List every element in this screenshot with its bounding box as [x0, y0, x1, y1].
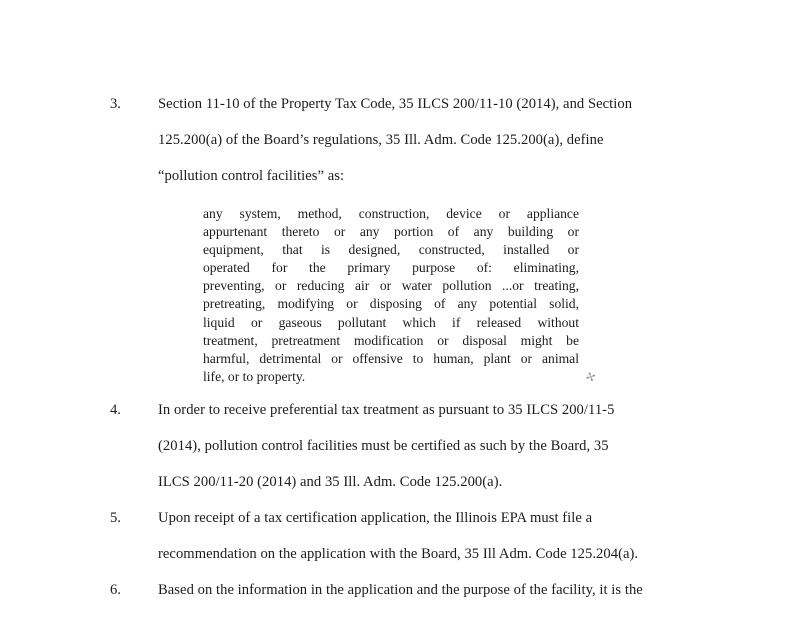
- item-5-line-1: Upon receipt of a tax certification application, the Illinois EPA must file a: [158, 510, 593, 526]
- quote-line: equipment, that is designed, constructed, installed or: [203, 242, 579, 258]
- item-4-number: 4.: [110, 402, 121, 418]
- quote-line: preventing, or reducing air or water pollution ...or treating,: [203, 278, 579, 294]
- item-5-number: 5.: [110, 510, 121, 526]
- item-6-number: 6.: [110, 582, 121, 598]
- item-3-line-2: 125.200(a) of the Board’s regulations, 35 Ill. Adm. Code 125.200(a), define: [158, 132, 604, 148]
- quote-line: operated for the primary purpose of: eliminating,: [203, 260, 579, 276]
- quote-line: any system, method, construction, device or appliance: [203, 206, 579, 221]
- item-3-line-1: Section 11-10 of the Property Tax Code, 35 ILCS 200/11-10 (2014), and Section: [158, 96, 633, 112]
- item-4-line-1: In order to receive preferential tax treatment as pursuant to 35 ILCS 200/11-5: [158, 402, 615, 418]
- item-4-line-2: (2014), pollution control facilities must be certified as such by the Board, 35: [158, 438, 609, 454]
- item-5-line-2: recommendation on the application with the Board, 35 Ill Adm. Code 125.204(a).: [158, 546, 639, 562]
- quote-line: treatment, pretreatment modification or disposal might be: [203, 332, 579, 348]
- quote-line: pretreating, modifying or disposing of any potential solid,: [203, 296, 579, 312]
- item-3-number: 3.: [110, 96, 121, 112]
- item-4-line-3: ILCS 200/11-20 (2014) and 35 Ill. Adm. Code 125.200(a).: [158, 474, 503, 490]
- quote-line: liquid or gaseous pollutant which if released without: [203, 314, 579, 330]
- scan-artifact-mark: ✢: [583, 368, 598, 386]
- quote-line: life, or to property.: [203, 368, 306, 384]
- quote-line: harmful, detrimental or offensive to human, plant or animal: [203, 350, 579, 366]
- block-quote: [203, 205, 579, 386]
- quote-line: appurtenant thereto or any portion of any building or: [203, 224, 579, 240]
- item-6-line-1: Based on the information in the application and the purpose of the facility, it is the: [158, 582, 643, 598]
- item-3-line-3: “pollution control facilities” as:: [158, 168, 345, 184]
